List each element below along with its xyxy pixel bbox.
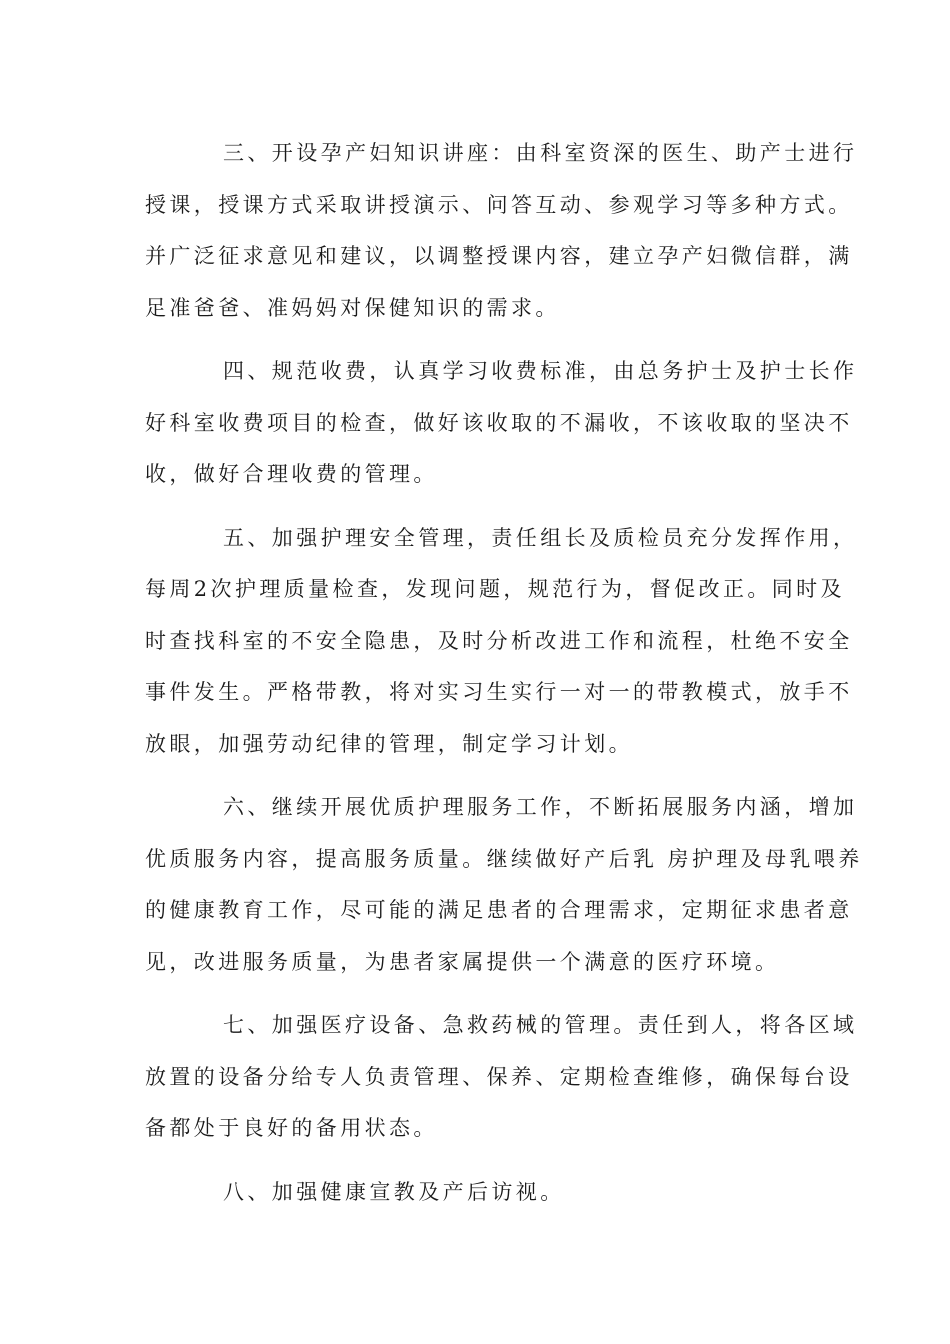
paragraph-line: 放眼，加强劳动纪律的管理，制定学习计划。	[145, 731, 633, 756]
paragraph-line: 事件发生。严格带教，将对实习生实行一对一的带教模式，放手不	[145, 680, 853, 704]
paragraph-line: 七、加强医疗设备、急救药械的管理。责任到人，将各区域	[223, 1013, 858, 1037]
paragraph-line: 好科室收费项目的检查，做好该收取的不漏收，不该收取的坚决不	[145, 410, 853, 435]
paragraph-7	[145, 1000, 858, 1155]
paragraph-line: 八、加强健康宣教及产后访视。	[223, 1179, 565, 1204]
paragraph-line: 每周2次护理质量检查，发现问题，规范行为，督促改正。同时及	[145, 577, 845, 601]
paragraph-line: 六、继续开展优质护理服务工作，不断拓展服务内涵，增加	[223, 795, 858, 819]
paragraph-line: 放置的设备分给专人负责管理、保养、定期检查维修，确保每台设	[145, 1064, 853, 1089]
paragraph-line: 收，做好合理收费的管理。	[145, 462, 438, 486]
paragraph-3	[145, 128, 858, 334]
paragraph-line: 见，改进服务质量，为患者家属提供一个满意的医疗环境。	[145, 949, 780, 974]
paragraph-line: 三、开设孕产妇知识讲座：由科室资深的医生、助产士进行	[223, 141, 858, 165]
paragraph-6	[145, 782, 863, 988]
paragraph-5	[145, 513, 858, 771]
paragraph-4	[145, 346, 858, 501]
paragraph-line: 的健康教育工作，尽可能的满足患者的合理需求，定期征求患者意	[145, 898, 853, 922]
paragraph-8	[145, 1167, 805, 1219]
paragraph-line: 优质服务内容，提高服务质量。继续做好产后乳 房护理及母乳喂养	[145, 846, 863, 871]
paragraph-line: 并广泛征求意见和建议，以调整授课内容，建立孕产妇微信群，满	[145, 244, 853, 268]
paragraph-line: 足准爸爸、准妈妈对保健知识的需求。	[145, 295, 560, 320]
paragraph-line: 备都处于良好的备用状态。	[145, 1116, 438, 1140]
paragraph-line: 五、加强护理安全管理，责任组长及质检员充分发挥作用，	[223, 525, 858, 550]
paragraph-line: 时查找科室的不安全隐患，及时分析改进工作和流程，杜绝不安全	[145, 628, 853, 653]
paragraph-line: 授课，授课方式采取讲授演示、问答互动、参观学习等多种方式。	[145, 192, 853, 217]
document-body	[145, 128, 863, 1218]
paragraph-line: 四、规范收费，认真学习收费标准，由总务护士及护士长作	[223, 359, 858, 383]
